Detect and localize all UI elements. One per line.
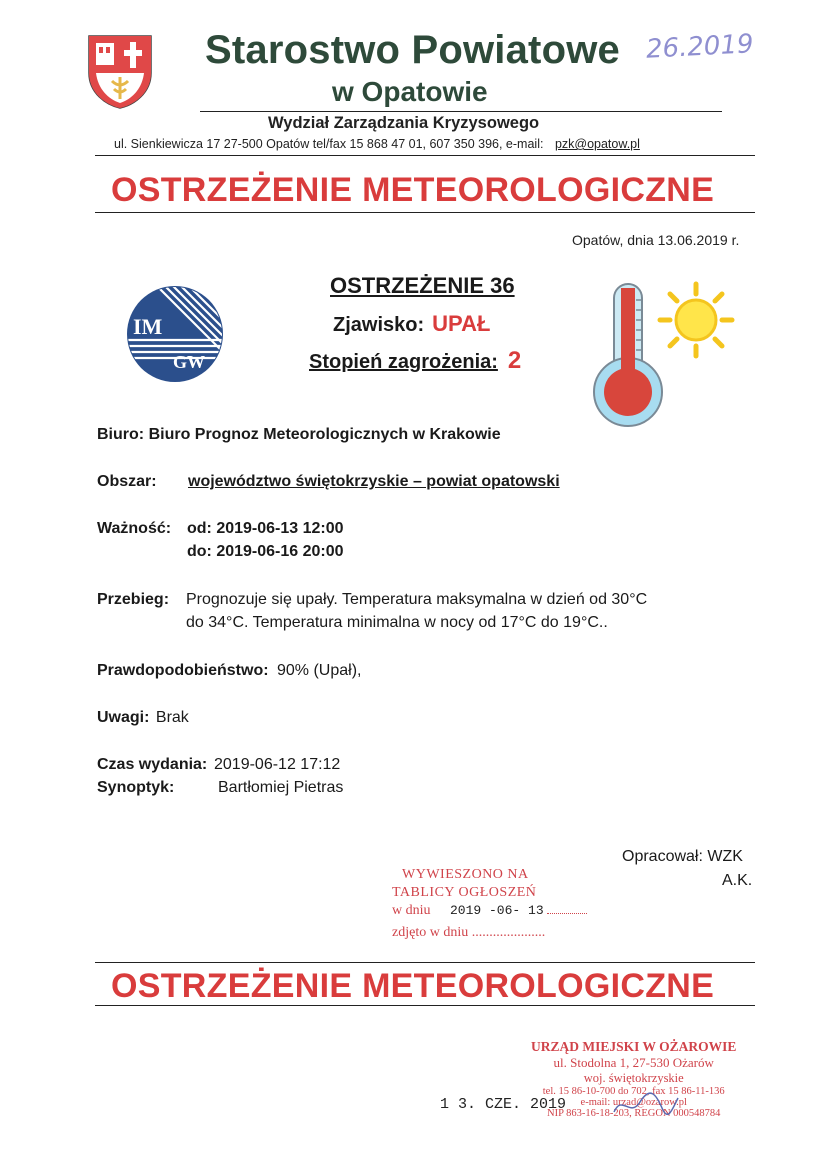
coat-of-arms-logo [86,33,154,109]
probability-value: 90% (Upał), [277,662,362,679]
stamp-line-3 [392,902,587,920]
synoptic-label: Synoptyk: [97,779,175,796]
office-stamp-line-1: URZĄD MIEJSKI W OŻAROWIE [531,1039,737,1054]
course-line-2: do 34°C. Temperatura minimalna w nocy od 17°C do 19°C.. [186,614,608,631]
area-label: Obszar: [97,473,157,490]
office-stamp-line-5: e-mail: urzad@ozarow.pl [580,1097,687,1108]
office-subtitle: w Opatowie [332,76,488,107]
received-date-stamp: 1 3. CZE. 2019 [440,1096,567,1113]
synoptic-value: Bartłomiej Pietras [218,779,344,796]
validity-label: Ważność: [97,520,172,537]
stamp-posted-date: 2019 -06- 13 [450,903,544,918]
office-address [114,137,640,151]
notice-board-stamp [392,866,587,942]
address-text: ul. Sienkiewicza 17 27-500 Opatów tel/fax 15 868 47 01, 607 350 396, e-mail: [114,137,544,151]
email-link[interactable]: pzk@opatow.pl [554,137,640,151]
department-name: Wydział Zarządzania Kryzysowego [268,114,540,132]
address-divider [95,155,755,156]
office-stamp-line-6: NIP 863-16-18-203, REGON 000548784 [546,1108,721,1119]
remarks-value: Brak [155,709,189,726]
banner-top: OSTRZEŻENIE METEOROLOGICZNE [111,171,715,209]
stamp-line-3-prefix: w dniu [392,903,431,918]
prepared-initials: A.K. [722,872,753,889]
phenomenon-value: UPAŁ [432,311,491,336]
probability-label: Prawdopodobieństwo: [97,662,269,679]
issued-value: 2019-06-12 17:12 [214,756,341,773]
warning-number: OSTRZEŻENIE 36 [330,273,515,298]
stamp-line-2: TABLICY OGŁOSZEŃ [392,885,537,900]
place-date: Opatów, dnia 13.06.2019 r. [572,232,740,248]
threat-level [309,347,521,375]
validity-from: od: 2019-06-13 12:00 [187,520,344,537]
threat-level-value: 2 [507,347,522,374]
bureau-row [97,426,501,444]
issued-label: Czas wydania: [97,756,208,773]
area-value: województwo świętokrzyskie – powiat opatowski [188,473,560,490]
bureau-value: Biuro Prognoz Meteorologicznych w Krakowie [148,426,501,443]
handwritten-date: 26.2019 [645,29,755,65]
stamp-line-1: WYWIESZONO NA [402,867,529,882]
banner-bottom-divider [95,1005,755,1006]
logo-text-top: IM [133,314,163,339]
remarks-label: Uwagi: [97,709,150,726]
banner-top-divider [95,212,755,213]
sun-icon [656,280,736,360]
probability-row [97,662,361,680]
bureau-label: Biuro: [97,426,145,443]
imgw-logo [125,284,225,384]
header-divider [200,111,722,112]
course-line-1: Prognozuje się upały. Temperatura maksymalna w dzień od 30°C [186,591,648,608]
banner-bottom: OSTRZEŻENIE METEOROLOGICZNE [111,967,715,1005]
banner-bottom-divider-top [95,962,755,963]
stamp-line-4: zdjęto w dniu ..................... [392,925,546,940]
office-stamp-line-4: tel. 15 86-10-700 do 702, fax 15 86-11-136 [542,1086,725,1097]
remarks-row [97,709,189,727]
phenomenon-label: Zjawisko: [333,314,425,336]
signature [610,1090,680,1120]
threat-level-label: Stopień zagrożenia: [309,351,498,373]
phenomenon [333,311,490,337]
office-title: Starostwo Powiatowe [205,28,620,72]
office-stamp-line-3: woj. świętokrzyskie [583,1071,684,1085]
office-stamp-line-2: ul. Stodolna 1, 27-530 Ożarów [553,1055,714,1070]
validity-to: do: 2019-06-16 20:00 [187,543,344,560]
logo-text-bottom: GW [173,352,206,372]
course-label: Przebieg: [97,591,170,608]
prepared-by: Opracował: WZK [622,848,743,865]
